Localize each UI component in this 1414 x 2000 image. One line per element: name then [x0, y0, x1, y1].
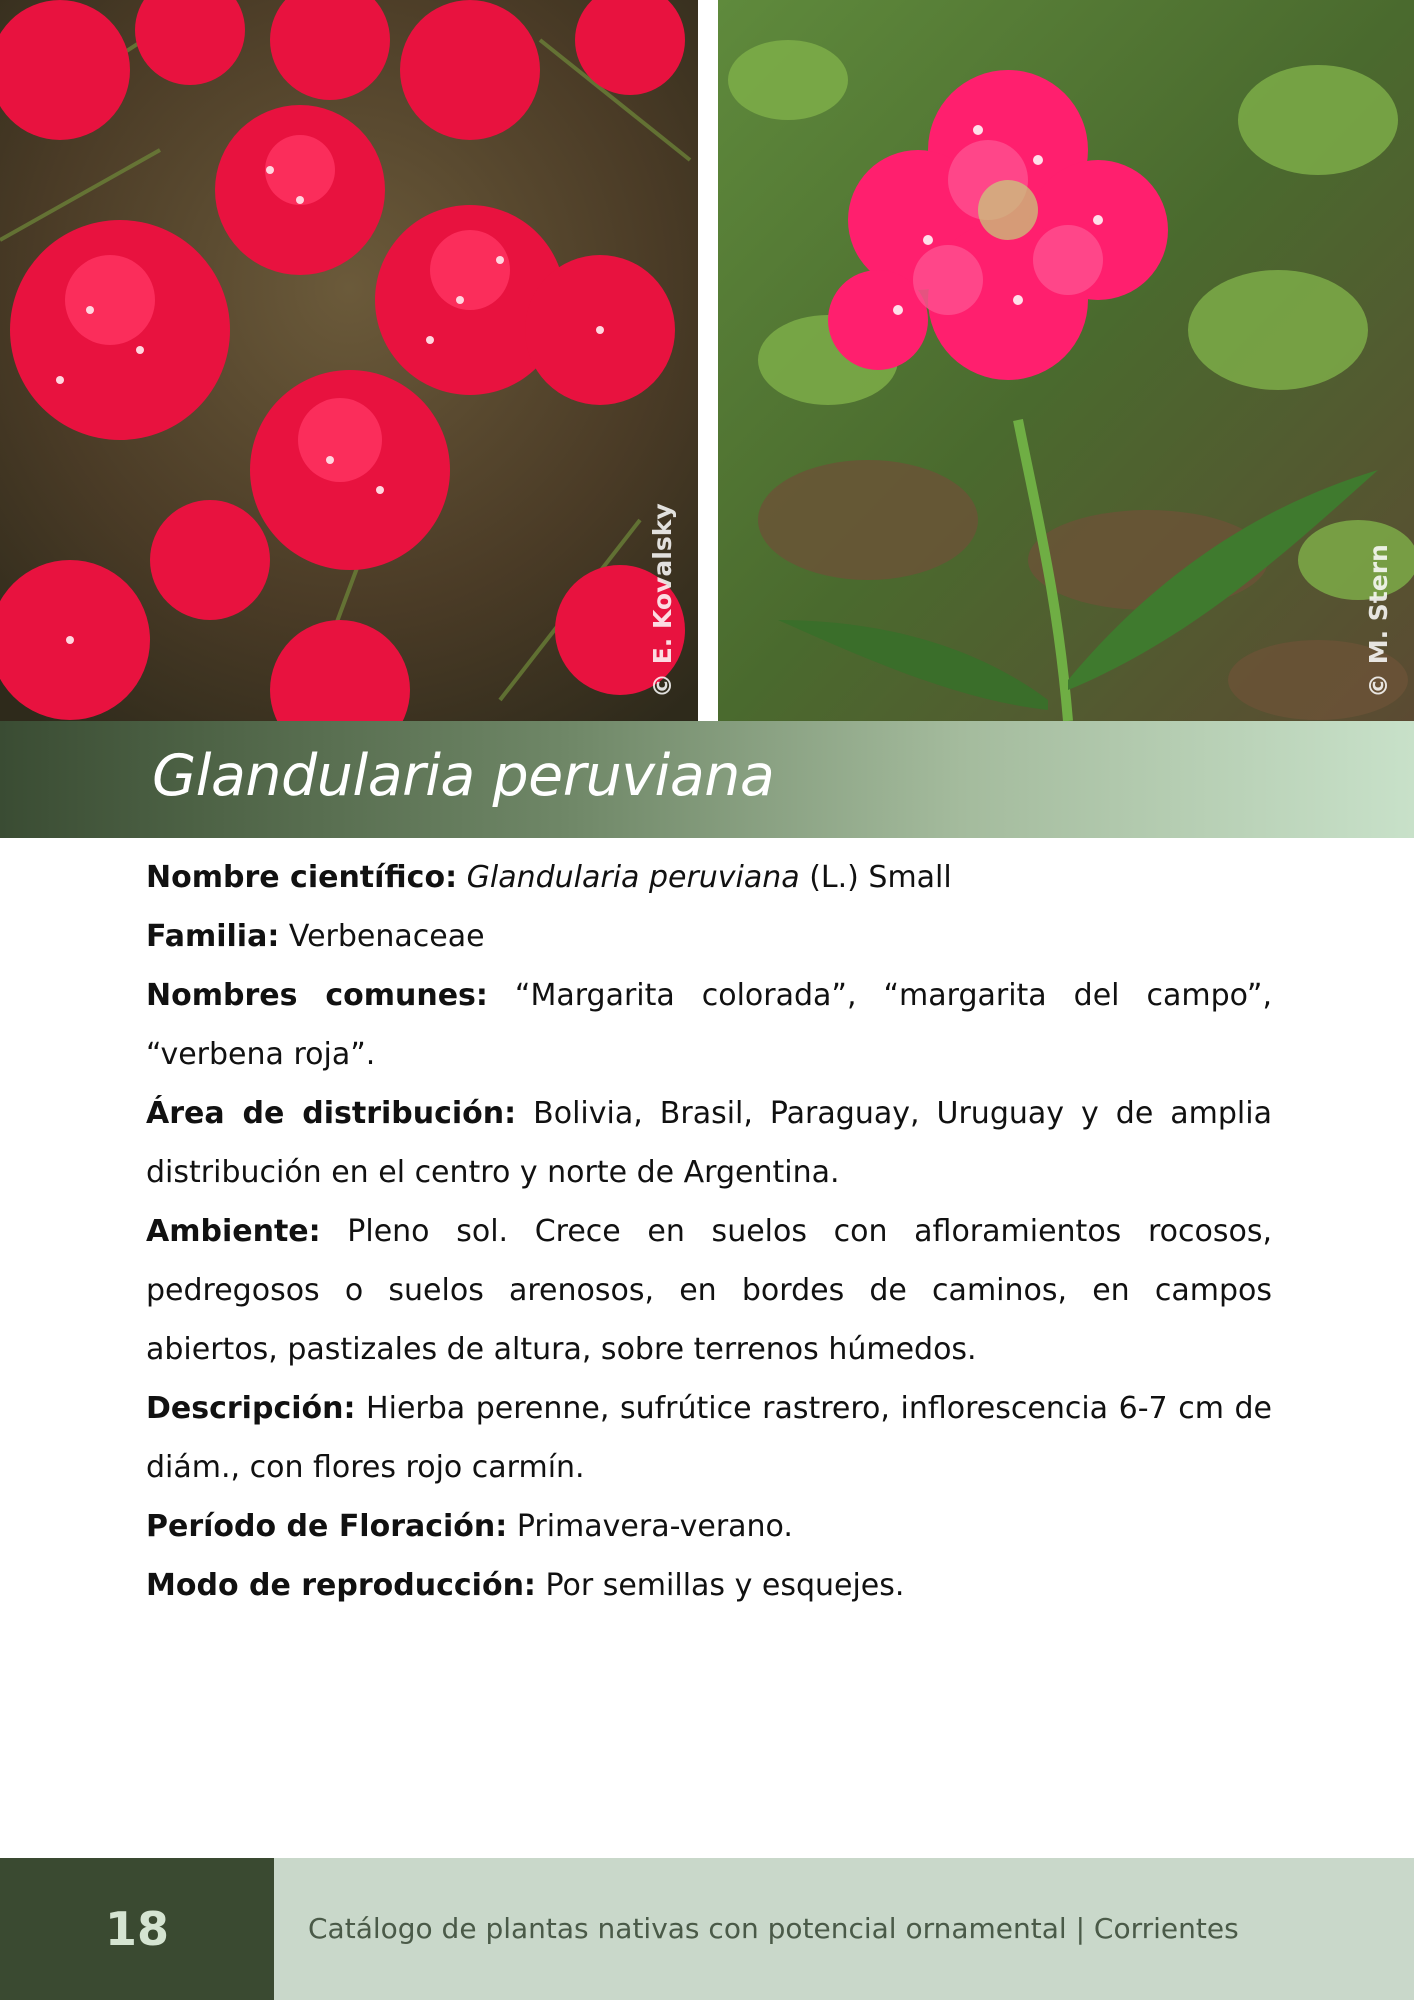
footer-bar	[274, 1858, 1414, 2000]
field-value: Bolivia, Brasil, Paraguay, Uruguay y de amplia distribución en el centro y norte de Argentina.	[146, 1096, 1272, 1190]
field-flowering	[146, 1497, 1272, 1556]
field-label: Área de distribución:	[146, 1096, 517, 1131]
field-value-italic: Glandularia peruviana	[466, 860, 800, 895]
photo-strip	[0, 0, 1414, 721]
field-value: Pleno sol. Crece en suelos con afloramientos rocosos, pedregosos o suelos arenosos, en bordes de caminos, en campos abiertos, pastizales de altura, sobre terrenos húmedos.	[146, 1214, 1272, 1367]
field-label: Nombres comunes:	[146, 978, 488, 1013]
page-footer	[0, 1858, 1414, 2000]
field-value: Hierba perenne, sufrútice rastrero, inflorescencia 6-7 cm de diám., con flores rojo carmín.	[146, 1391, 1272, 1485]
field-value: “Margarita colorada”, “margarita del campo”, “verbena roja”.	[146, 978, 1273, 1072]
field-family	[146, 907, 1272, 966]
field-label: Descripción:	[146, 1391, 356, 1426]
photo-divider	[698, 0, 718, 721]
field-scientific-name	[146, 848, 1272, 907]
page-number-box	[0, 1858, 274, 2000]
field-value: (L.) Small	[799, 860, 952, 895]
field-distribution	[146, 1084, 1272, 1202]
photo-credit-left: © E. Kovalsky	[648, 503, 677, 698]
field-label: Nombre científico:	[146, 860, 458, 895]
field-reproduction	[146, 1556, 1272, 1615]
species-title: Glandularia peruviana	[152, 743, 775, 809]
photo-red-verbena-cluster	[0, 0, 698, 721]
field-environment	[146, 1202, 1272, 1379]
photo-magenta-inflorescence	[718, 0, 1414, 721]
field-label: Modo de reproducción:	[146, 1568, 536, 1603]
field-common-names	[146, 966, 1272, 1084]
field-value: Verbenaceae	[279, 919, 485, 954]
photo-credit-right: © M. Stern	[1364, 544, 1393, 698]
field-label: Período de Floración:	[146, 1509, 508, 1544]
field-label: Familia:	[146, 919, 280, 954]
field-value: Primavera-verano.	[507, 1509, 793, 1544]
species-details	[146, 848, 1272, 1615]
title-band	[0, 721, 1414, 838]
page-number: 18	[104, 1902, 169, 1956]
field-label: Ambiente:	[146, 1214, 321, 1249]
field-description	[146, 1379, 1272, 1497]
footer-catalog-title: Catálogo de plantas nativas con potencial ornamental | Corrientes	[308, 1912, 1239, 1945]
field-value: Por semillas y esquejes.	[535, 1568, 905, 1603]
